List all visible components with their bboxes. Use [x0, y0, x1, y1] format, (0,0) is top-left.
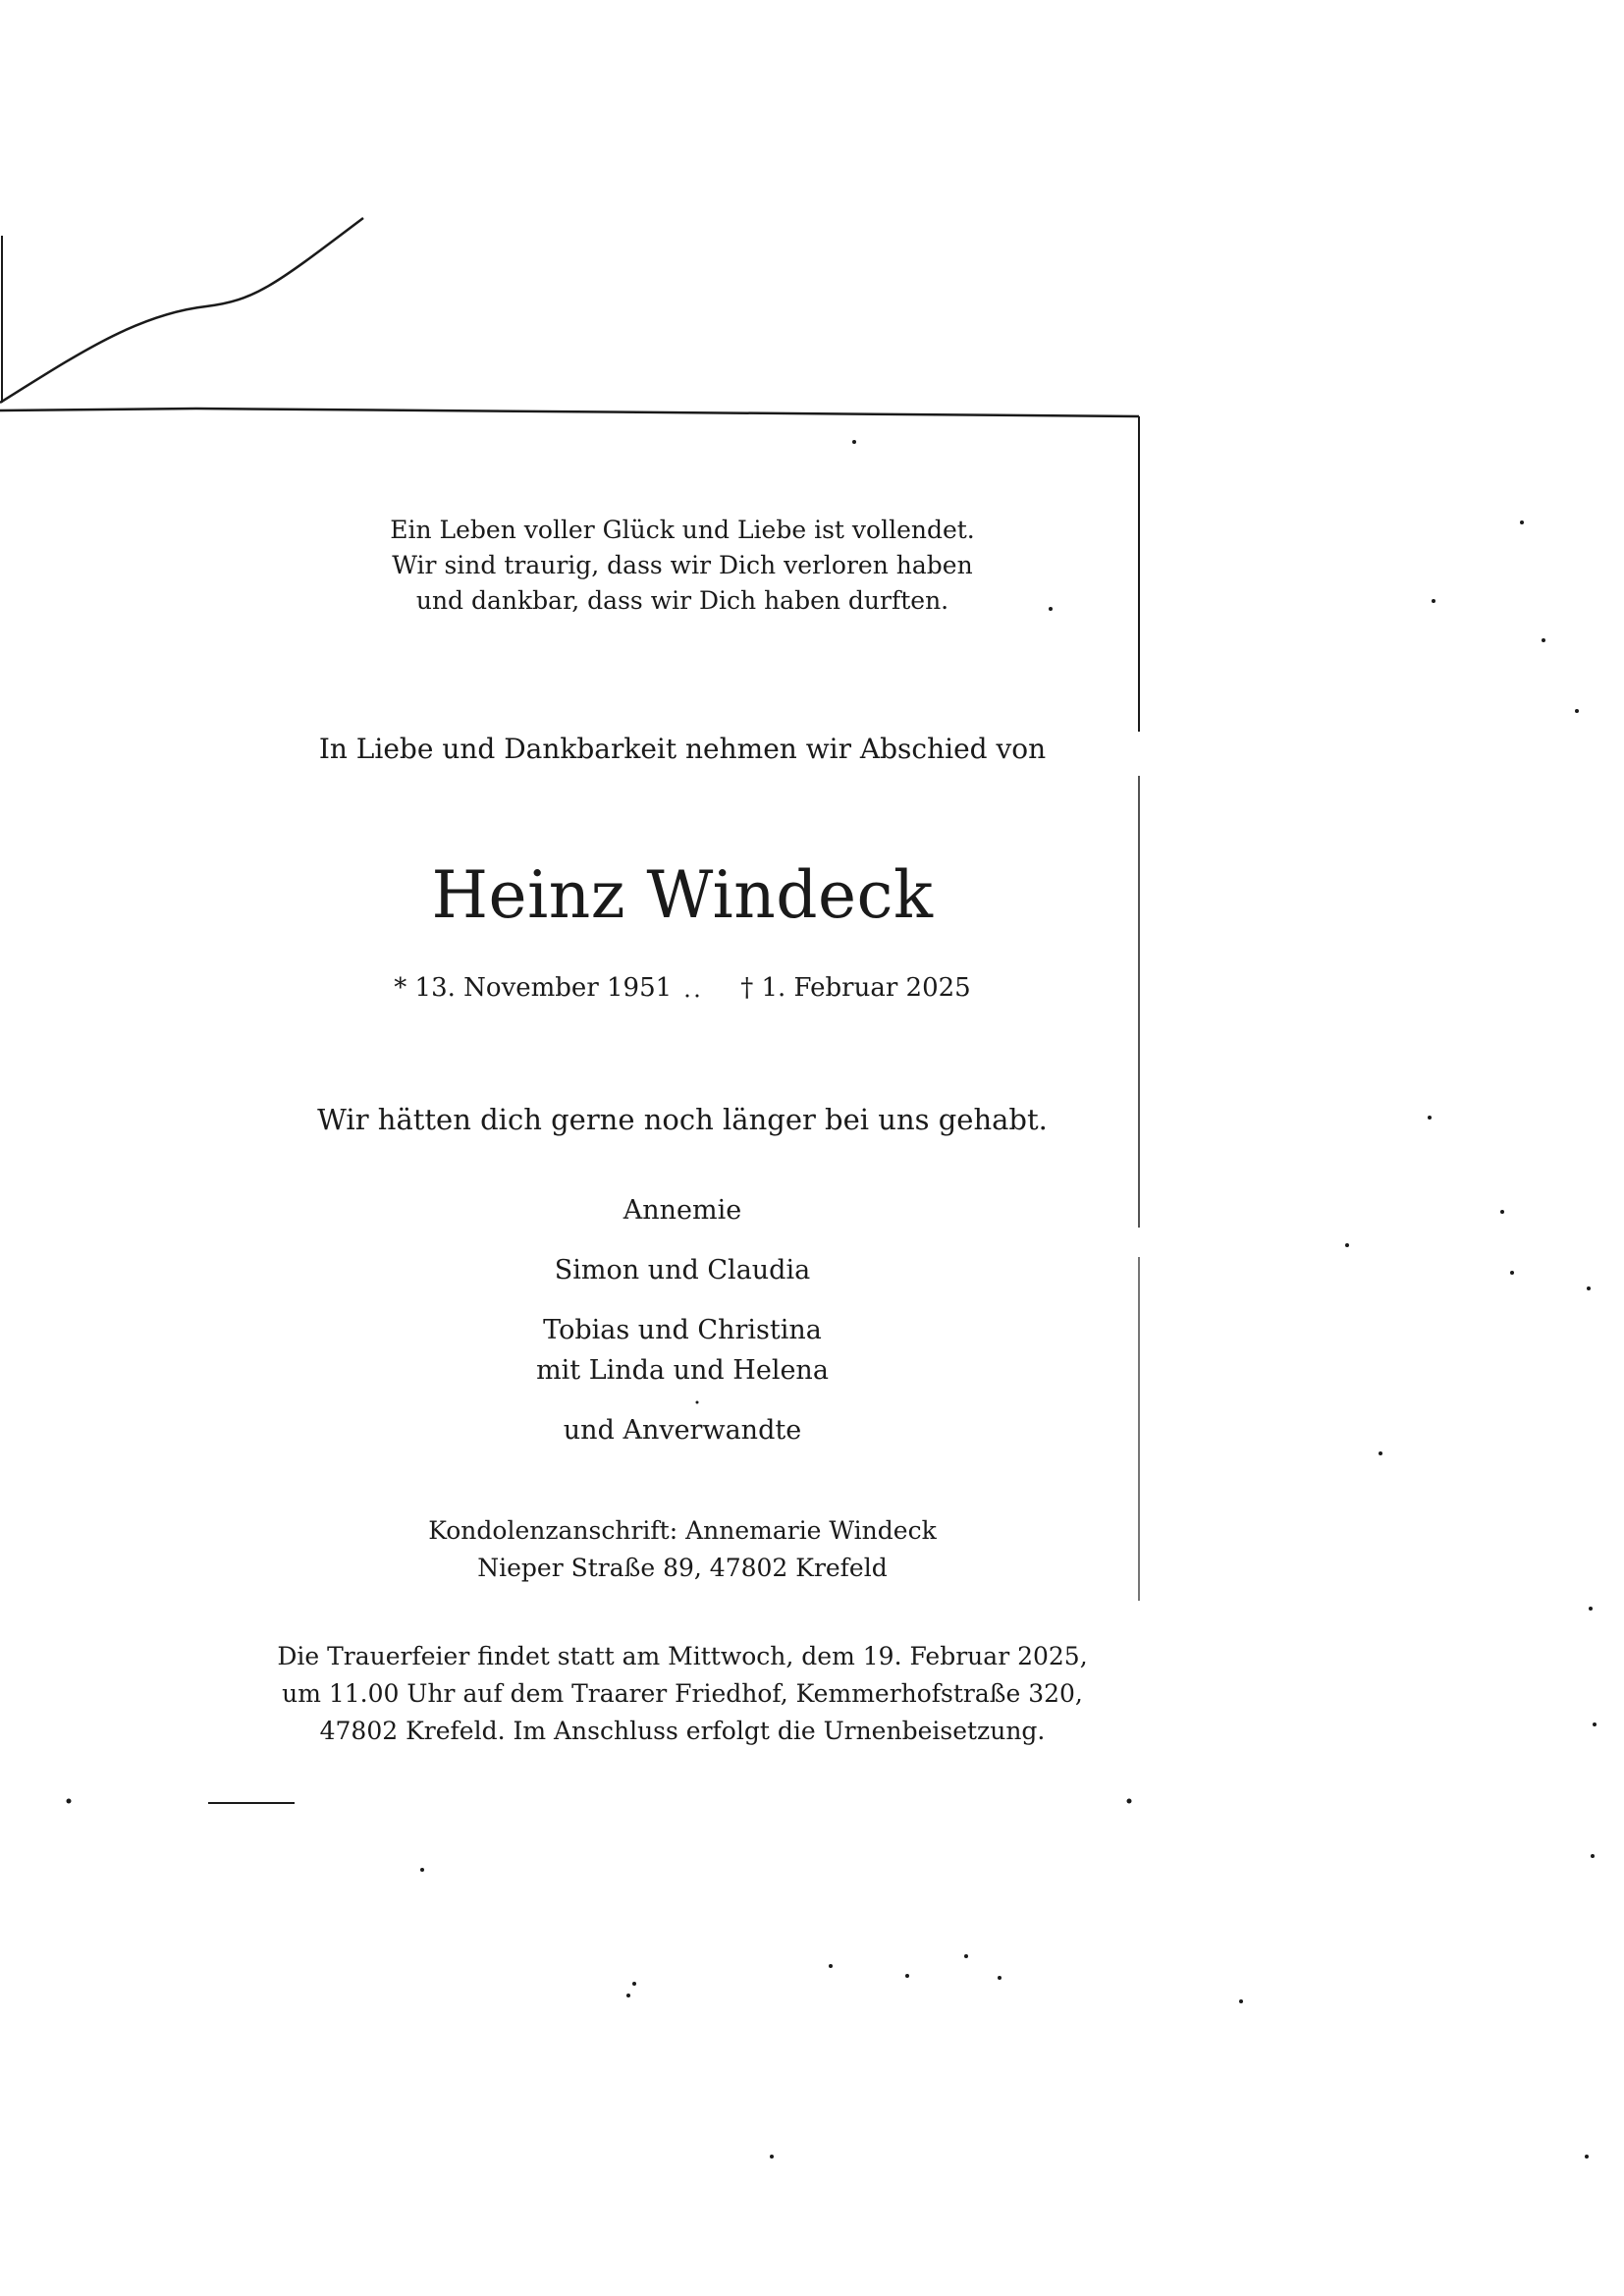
poem-line-2: Wir sind traurig, dass wir Dich verloren haben [392, 551, 973, 579]
mourner-line-5: und Anverwandte [563, 1415, 802, 1446]
service-line-2: um 11.00 Uhr auf dem Traarer Friedhof, Kemmerhofstraße 320, [282, 1679, 1083, 1708]
closing-wish: Wir hätten dich gerne noch länger bei uns gehabt. [317, 1103, 1048, 1136]
mourner-line-3: Tobias und Christina [543, 1315, 822, 1345]
top-border-line [0, 409, 1139, 416]
condolence-line-2: Nieper Straße 89, 47802 Krefeld [477, 1554, 888, 1582]
service-line-1: Die Trauerfeier findet statt am Mittwoch, dem 19. Februar 2025, [277, 1642, 1088, 1670]
poem-line-1: Ein Leben voller Glück und Liebe ist vollendet. [390, 516, 975, 544]
condolence-address [0, 1512, 1365, 1587]
opening-poem [0, 513, 1365, 619]
life-dates [0, 970, 1365, 1006]
scan-specks [67, 440, 1597, 2159]
death-date: † 1. Februar 2025 [740, 973, 971, 1003]
mourner-line-2: Simon und Claudia [554, 1255, 811, 1285]
service-line-3: 47802 Krefeld. Im Anschluss erfolgt die Urnenbeisetzung. [319, 1717, 1046, 1745]
poem-line-3: und dankbar, dass wir Dich haben durften. [415, 586, 949, 615]
mourner-line-1: Annemie [623, 1195, 742, 1226]
farewell-intro: In Liebe und Dankbarkeit nehmen wir Abschied von [318, 733, 1047, 765]
funeral-service-info [0, 1638, 1365, 1750]
mourner-line-4: mit Linda und Helena [536, 1355, 829, 1386]
swash-curve [0, 218, 363, 403]
deceased-name: Heinz Windeck [431, 857, 934, 933]
birth-date: * 13. November 1951 [394, 973, 673, 1003]
condolence-line-1: Kondolenzanschrift: Annemarie Windeck [428, 1516, 937, 1545]
